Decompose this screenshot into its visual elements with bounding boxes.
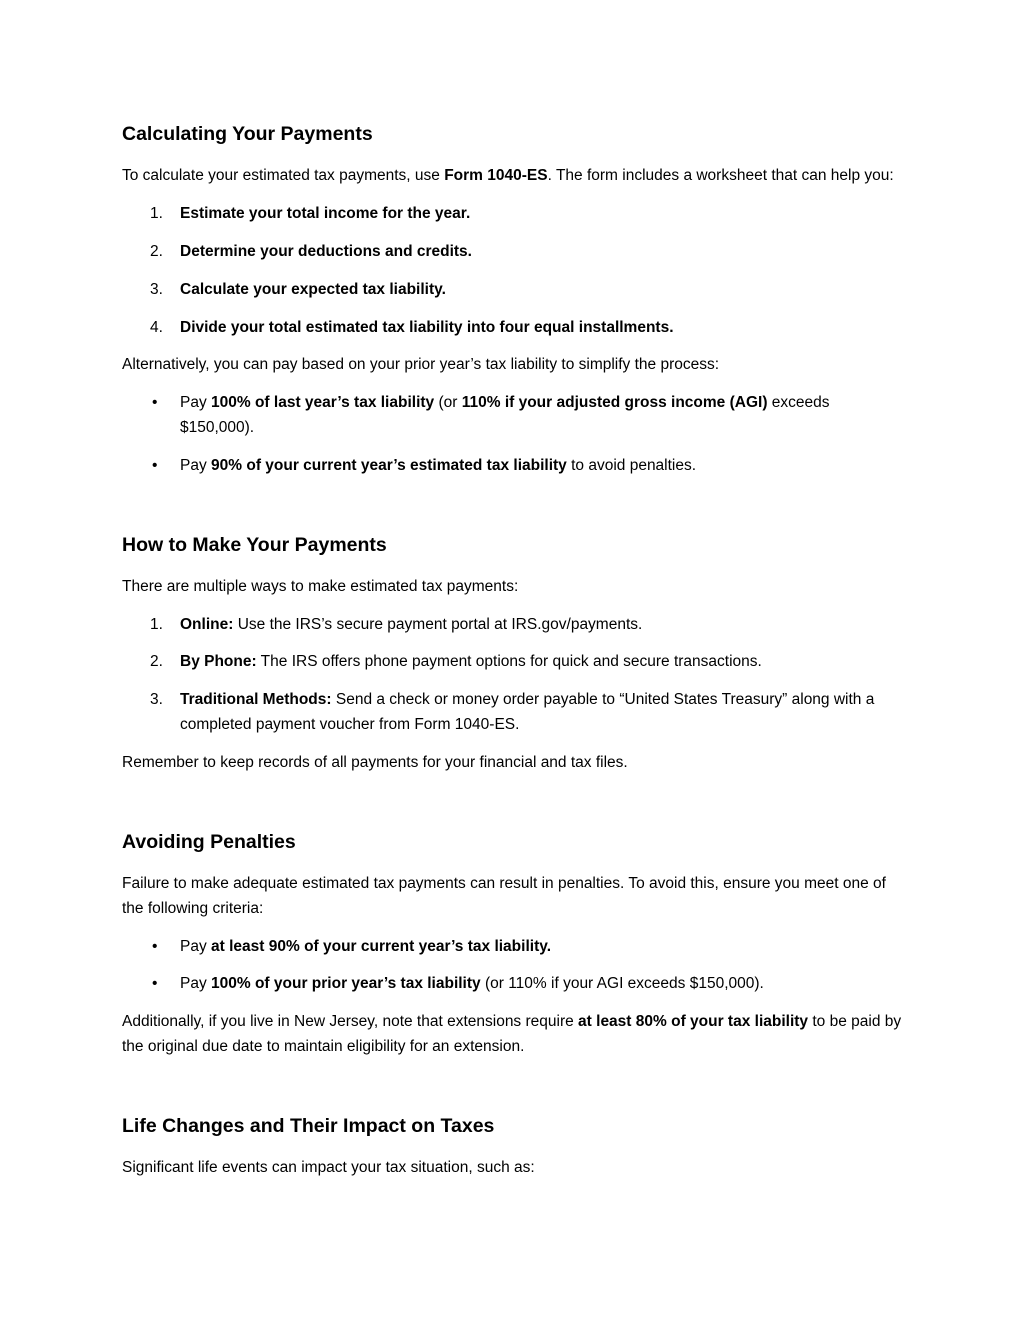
- paragraph: Alternatively, you can pay based on your prior year’s tax liability to simplify the process:: [122, 356, 720, 374]
- section-heading: How to Make Your Payments: [122, 533, 387, 556]
- list-item: By Phone: The IRS offers phone payment options for quick and secure transactions.: [180, 653, 762, 671]
- section-how-to-make-your-payments: [122, 533, 904, 776]
- paragraph: Failure to make adequate estimated tax payments can result in penalties. To avoid this, ensure you meet one of the following criteria:: [122, 874, 886, 917]
- paragraph: Significant life events can impact your tax situation, such as:: [122, 1159, 535, 1177]
- list-item: Determine your deductions and credits.: [180, 242, 472, 260]
- paragraph: There are multiple ways to make estimated tax payments:: [122, 577, 519, 595]
- list-item: Online: Use the IRS’s secure payment portal at IRS.gov/payments.: [180, 615, 643, 633]
- section-calculating-your-payments: [122, 122, 904, 479]
- section-heading: Avoiding Penalties: [122, 830, 296, 853]
- paragraph: Additionally, if you live in New Jersey, note that extensions require at least 80% of your tax liability to be paid by the original due date to maintain eligibility for an extension.: [122, 1013, 902, 1055]
- section-life-changes-impact-taxes: [122, 1114, 904, 1181]
- section-heading: Life Changes and Their Impact on Taxes: [122, 1114, 495, 1137]
- list-item: Estimate your total income for the year.: [180, 205, 471, 223]
- list-item: Divide your total estimated tax liability into four equal installments.: [180, 318, 674, 336]
- section-avoiding-penalties: [122, 830, 904, 1060]
- paragraph: To calculate your estimated tax payments, use Form 1040-ES. The form includes a worksheet that can help you:: [122, 167, 894, 185]
- numbered-list: [122, 202, 904, 340]
- paragraph: Remember to keep records of all payments for your financial and tax files.: [122, 753, 628, 771]
- list-item: • Pay 90% of your current year’s estimated tax liability to avoid penalties.: [122, 454, 904, 479]
- list-item: • Pay at least 90% of your current year’s tax liability.: [122, 935, 904, 960]
- list-item: • Pay 100% of last year’s tax liability (or 110% if your adjusted gross income (AGI) exceeds $150,000).: [122, 391, 904, 441]
- list-item: • Pay 100% of your prior year’s tax liability (or 110% if your AGI exceeds $150,000).: [122, 972, 904, 997]
- list-item: Traditional Methods: Send a check or money order payable to “United States Treasury” along with a completed payment voucher from Form 1040-ES.: [180, 691, 875, 734]
- bullet-list: [122, 391, 904, 478]
- numbered-list: [122, 613, 904, 738]
- bullet-list: [122, 935, 904, 998]
- list-item: Calculate your expected tax liability.: [180, 280, 446, 298]
- section-heading: Calculating Your Payments: [122, 123, 373, 145]
